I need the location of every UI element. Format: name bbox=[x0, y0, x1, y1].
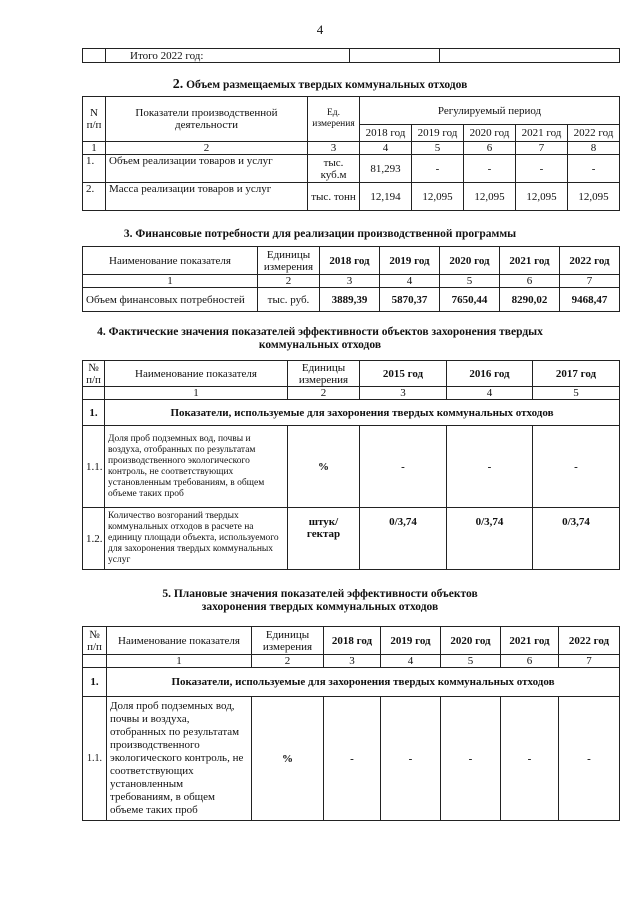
header-period: Регулируемый период bbox=[360, 97, 620, 125]
waste-volume-table bbox=[82, 96, 620, 211]
row-unit: тыс. тонн bbox=[308, 183, 360, 211]
col-num: 3 bbox=[320, 275, 380, 288]
row-value: 12,194 bbox=[360, 183, 412, 211]
row-unit: % bbox=[288, 426, 360, 508]
col-num: 3 bbox=[308, 142, 360, 155]
year-header: 2016 год bbox=[447, 361, 533, 387]
year-header: 2020 год bbox=[441, 627, 501, 655]
col-num: 3 bbox=[360, 387, 447, 400]
col-num: 7 bbox=[560, 275, 620, 288]
row-value: 3889,39 bbox=[320, 288, 380, 312]
table-row bbox=[83, 426, 620, 508]
col-num: 3 bbox=[324, 655, 381, 668]
row-value: 0/3,74 bbox=[447, 508, 533, 570]
row-unit: тыс. руб. bbox=[258, 288, 320, 312]
col-num: 5 bbox=[441, 655, 501, 668]
year-header: 2019 год bbox=[412, 125, 464, 142]
row-no: 1.1. bbox=[83, 426, 105, 508]
table-row bbox=[83, 508, 620, 570]
row-name: Количество возгораний твердых коммунальных отходов в расчете на единицу площади объекта, используемого для захоронения твердых коммунальных услуг bbox=[105, 508, 288, 570]
row-value: 8290,02 bbox=[500, 288, 560, 312]
row-name: Масса реализации товаров и услуг bbox=[106, 183, 308, 211]
row-value: - bbox=[360, 426, 447, 508]
col-num: 6 bbox=[500, 275, 560, 288]
year-header: 2018 год bbox=[324, 627, 381, 655]
actual-indicators-table bbox=[82, 360, 620, 570]
row-no: 1.1. bbox=[83, 697, 107, 821]
group-no: 1. bbox=[83, 668, 107, 697]
row-name: Доля проб подземных вод, почвы и воздуха, отобранных по результатам производственного экологического контроль, не соответствующих установленным требованиям, в общем объеме таких проб bbox=[107, 697, 252, 821]
col-num: 7 bbox=[516, 142, 568, 155]
header-unit: Ед. измерения bbox=[308, 97, 360, 142]
row-no: 2. bbox=[83, 183, 106, 211]
col-num: 1 bbox=[83, 275, 258, 288]
group-title: Показатели, используемые для захоронения твердых коммунальных отходов bbox=[105, 400, 620, 426]
total-table bbox=[82, 48, 620, 63]
total-label: Итого 2022 год: bbox=[106, 49, 350, 63]
row-value: 0/3,74 bbox=[533, 508, 620, 570]
row-value: - bbox=[464, 155, 516, 183]
section-3-title: 3. Финансовые потребности для реализации производственной программы bbox=[123, 228, 517, 240]
row-value: 9468,47 bbox=[560, 288, 620, 312]
year-header: 2022 год bbox=[559, 627, 620, 655]
col-num: 7 bbox=[559, 655, 620, 668]
table-row bbox=[83, 697, 620, 821]
row-value: - bbox=[412, 155, 464, 183]
year-header: 2021 год bbox=[501, 627, 559, 655]
col-num: 4 bbox=[360, 142, 412, 155]
row-no: 1.2. bbox=[83, 508, 105, 570]
col-num: 2 bbox=[252, 655, 324, 668]
year-header: 2015 год bbox=[360, 361, 447, 387]
year-header: 2022 год bbox=[568, 125, 620, 142]
section-5-title: 5. Плановые значения показателей эффективности объектов захоронения твердых коммунальных отходов bbox=[162, 588, 478, 613]
year-header: 2022 год bbox=[560, 247, 620, 275]
header-indicator: Показатели производственной деятельности bbox=[106, 97, 308, 142]
col-num: 5 bbox=[440, 275, 500, 288]
row-value: - bbox=[441, 697, 501, 821]
group-row bbox=[83, 668, 620, 697]
year-header: 2020 год bbox=[440, 247, 500, 275]
year-header: 2019 год bbox=[381, 627, 441, 655]
header-unit: Единицы измерения bbox=[252, 627, 324, 655]
row-value: - bbox=[516, 155, 568, 183]
row-value: 12,095 bbox=[412, 183, 464, 211]
col-num: 4 bbox=[380, 275, 440, 288]
row-value: - bbox=[559, 697, 620, 821]
year-header: 2021 год bbox=[516, 125, 568, 142]
col-num: 2 bbox=[288, 387, 360, 400]
col-num: 1 bbox=[105, 387, 288, 400]
col-num: 1 bbox=[83, 142, 106, 155]
row-value: - bbox=[501, 697, 559, 821]
col-num: 5 bbox=[412, 142, 464, 155]
year-header: 2019 год bbox=[380, 247, 440, 275]
col-num: 6 bbox=[464, 142, 516, 155]
year-header: 2021 год bbox=[500, 247, 560, 275]
col-num: 8 bbox=[568, 142, 620, 155]
header-no: N п/п bbox=[83, 97, 106, 142]
section-4-title: 4. Фактические значения показателей эффективности объектов захоронения твердых коммунальных отходов bbox=[97, 326, 543, 351]
col-num: 4 bbox=[381, 655, 441, 668]
year-header: 2017 год bbox=[533, 361, 620, 387]
year-header: 2018 год bbox=[320, 247, 380, 275]
row-unit: % bbox=[252, 697, 324, 821]
header-unit: Единицы измерения bbox=[258, 247, 320, 275]
table-row bbox=[83, 288, 620, 312]
year-header: 2018 год bbox=[360, 125, 412, 142]
col-num: 4 bbox=[447, 387, 533, 400]
planned-indicators-table bbox=[82, 626, 620, 821]
row-value: - bbox=[324, 697, 381, 821]
row-value: 5870,37 bbox=[380, 288, 440, 312]
row-value: 12,095 bbox=[568, 183, 620, 211]
row-value: - bbox=[568, 155, 620, 183]
row-unit: тыс. куб.м bbox=[308, 155, 360, 183]
group-no: 1. bbox=[83, 400, 105, 426]
page-number: 4 bbox=[316, 22, 324, 37]
header-name: Наименование показателя bbox=[105, 361, 288, 387]
group-title: Показатели, используемые для захоронения твердых коммунальных отходов bbox=[107, 668, 620, 697]
row-name: Объем финансовых потребностей bbox=[83, 288, 258, 312]
header-unit: Единицы измерения bbox=[288, 361, 360, 387]
row-no: 1. bbox=[83, 155, 106, 183]
col-num: 2 bbox=[106, 142, 308, 155]
financial-needs-table bbox=[82, 246, 620, 312]
group-row bbox=[83, 400, 620, 426]
header-name: Наименование показателя bbox=[83, 247, 258, 275]
row-name: Объем реализации товаров и услуг bbox=[106, 155, 308, 183]
col-num: 1 bbox=[107, 655, 252, 668]
col-num: 5 bbox=[533, 387, 620, 400]
header-no: № п/п bbox=[83, 361, 105, 387]
section-2-title: 2. Объем размещаемых твердых коммунальных отходов bbox=[172, 77, 468, 92]
row-value: - bbox=[533, 426, 620, 508]
row-value: 0/3,74 bbox=[360, 508, 447, 570]
row-value: 7650,44 bbox=[440, 288, 500, 312]
year-header: 2020 год bbox=[464, 125, 516, 142]
row-value: - bbox=[447, 426, 533, 508]
row-name: Доля проб подземных вод, почвы и воздуха, отобранных по результатам производственного экологического контроль, не соответствующих установленным требованиям, в общем объеме таких проб bbox=[105, 426, 288, 508]
row-value: 81,293 bbox=[360, 155, 412, 183]
header-no: № п/п bbox=[83, 627, 107, 655]
table-row bbox=[83, 155, 620, 183]
row-value: 12,095 bbox=[516, 183, 568, 211]
col-num: 6 bbox=[501, 655, 559, 668]
col-num: 2 bbox=[258, 275, 320, 288]
table-row bbox=[83, 183, 620, 211]
row-value: 12,095 bbox=[464, 183, 516, 211]
row-value: - bbox=[381, 697, 441, 821]
header-name: Наименование показателя bbox=[107, 627, 252, 655]
row-unit: штук/ гектар bbox=[288, 508, 360, 570]
